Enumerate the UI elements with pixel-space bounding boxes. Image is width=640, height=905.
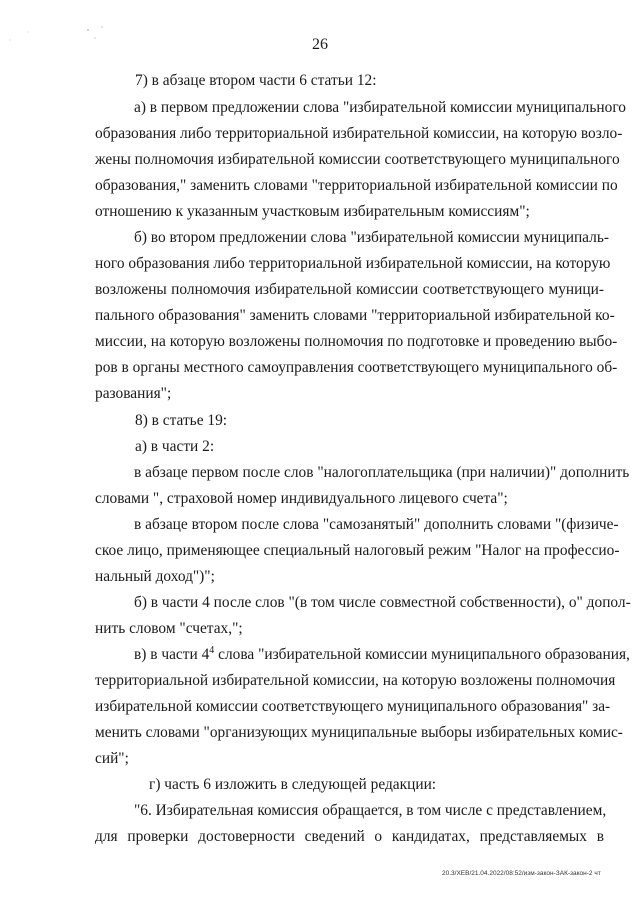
text-line: избирательной комиссии соответствующего муниципального образования" за- [95, 698, 611, 715]
text-line: для проверки достоверности сведений о кандидатах, представляемых в [95, 828, 604, 845]
text-line: ров в органы местного самоуправления соответствующего муниципального об- [95, 359, 618, 376]
text-line: а) в части 2: [135, 438, 215, 455]
text-line: разования"; [95, 385, 172, 402]
line-suffix: слова "избирательной комиссии муниципального образования, [214, 646, 630, 663]
text-line: "6. Избирательная комиссия обращается, в том числе с представлением, [134, 802, 607, 819]
text-line: сий"; [95, 750, 129, 767]
text-line: территориальной избирательной комиссии, на которую возложены полномочия [95, 672, 616, 689]
text-line: пального образования" заменить словами "территориальной избирательной ко- [95, 307, 615, 324]
document-footer: 20.3/ХЕВ/21.04.2022/08:52/изм-закон-ЗАК-закон-2 чт [442, 870, 601, 877]
line-prefix: в) в части 4 [134, 646, 210, 663]
text-line: образования либо территориальной избирательной комиссии, на которую возло- [95, 125, 623, 142]
text-line: нальный доход")"; [95, 568, 215, 585]
text-line: менить словами "организующих муниципальные выборы избирательных комис- [95, 724, 623, 741]
text-line-with-superscript [134, 644, 630, 665]
text-line: словами ", страховой номер индивидуального лицевого счета"; [95, 490, 508, 507]
text-line: ское лицо, применяющее специальный налоговый режим "Налог на профессио- [95, 542, 620, 559]
text-line: б) во втором предложении слова "избирательной комиссии муниципаль- [134, 229, 609, 246]
text-line: 7) в абзаце втором части 6 статьи 12: [135, 72, 377, 89]
text-line: возложены полномочия избирательной комиссии соответствующего муници- [95, 281, 604, 298]
page-number: 26 [312, 36, 328, 53]
text-line: образования," заменить словами "территориальной избирательной комиссии по [95, 177, 618, 194]
text-line: жены полномочия избирательной комиссии соответствующего муниципального [95, 151, 620, 168]
text-line: отношению к указанным участковым избирательным комиссиям"; [95, 203, 530, 220]
text-line: ного образования либо территориальной избирательной комиссии, на которую [95, 255, 611, 272]
text-line: в абзаце первом после слов "налогоплательщика (при наличии)" дополнить [134, 464, 630, 481]
text-line: б) в части 4 после слов "(в том числе совместной собственности), о" допол- [134, 594, 631, 611]
text-line: а) в первом предложении слова "избирательной комиссии муниципального [134, 99, 626, 116]
text-line: г) часть 6 изложить в следующей редакции: [149, 776, 437, 793]
text-line: 8) в статье 19: [135, 412, 228, 429]
text-line: в абзаце втором после слова "самозанятый" дополнить словами "(физиче- [134, 516, 619, 533]
text-line: миссии, на которую возложены полномочия по подготовке и проведению выбо- [95, 333, 618, 350]
superscript: 4 [209, 644, 215, 656]
text-line: нить словом "счетах,"; [95, 620, 243, 637]
